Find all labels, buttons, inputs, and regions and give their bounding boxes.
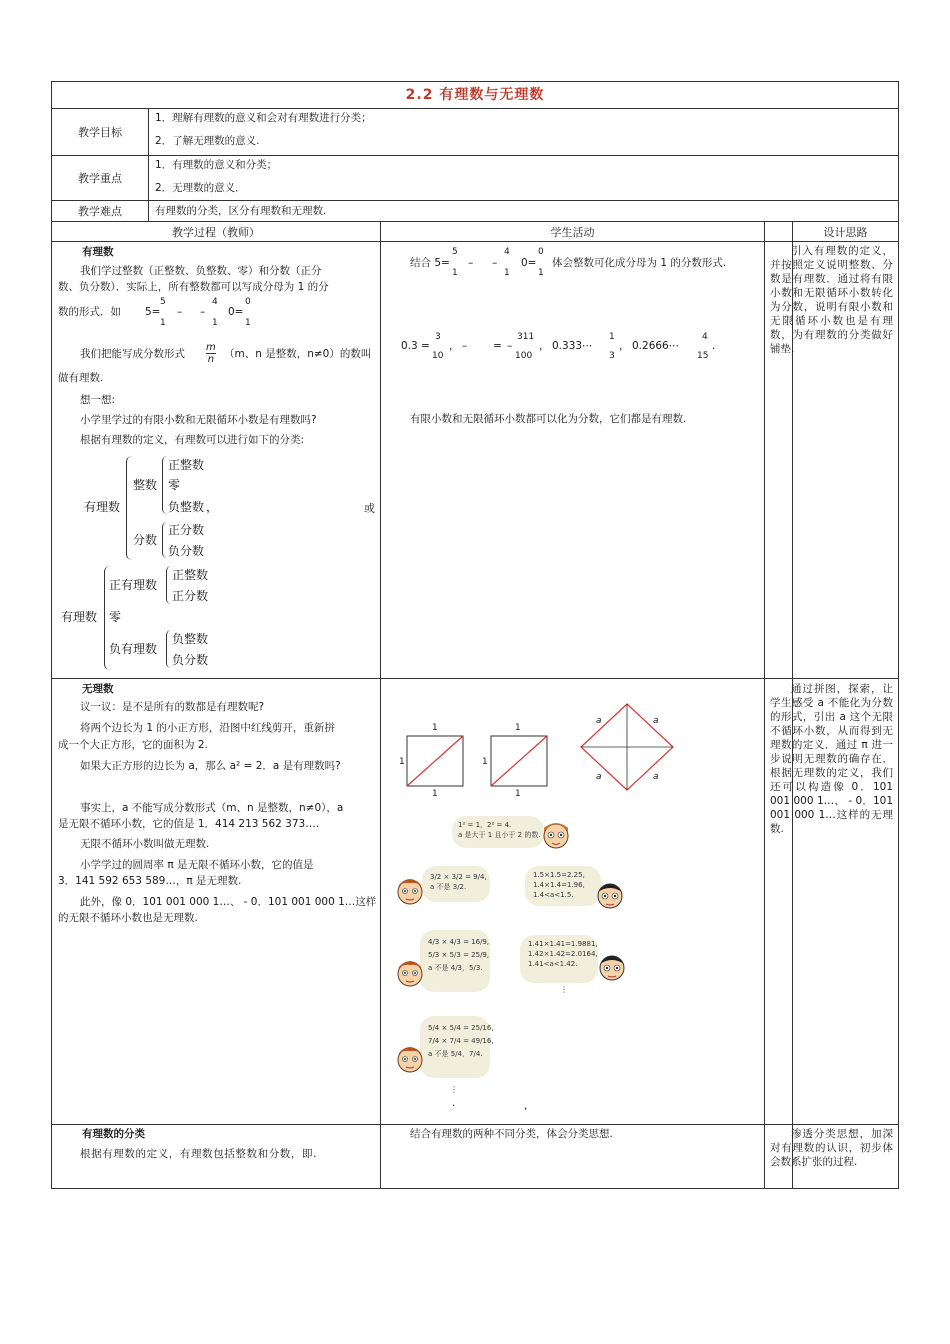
student-frac: 1 [504,268,510,278]
ellipsis: ⋮ [450,1085,458,1094]
objectives-label: 教学目标 [78,126,122,139]
brace [162,456,167,514]
page-title: 2.2 有理数与无理数 [405,87,545,103]
side-label: 1 [515,789,521,799]
dec-item: – [462,340,468,352]
ellipsis: ⋮ [560,985,568,994]
dec-item: 100 [515,351,533,361]
student-frac: 1 [452,268,458,278]
dec-item: 311 [517,332,535,342]
dec-item: 15 [697,351,709,361]
tree1-root: 有理数 [84,500,121,514]
tree1-zero: 零 [168,478,181,492]
brace [162,522,167,558]
bubble-line: 5/3 × 5/3 = 25/9, [428,951,490,959]
tree2-root: 有理数 [61,610,98,624]
question-1: 小学里学过的有限小数和无限循环小数是有理数吗? [80,414,317,426]
section2-p3: 如果大正方形的边长为 a，那么 a² = 2．a 是有理数吗? [80,760,341,772]
side-label: 1 [432,789,438,799]
bubble-estimate-3 [525,866,601,906]
tree2-zero: 零 [109,610,122,624]
student-1b: 体会整数可化成分母为 1 的分数形式. [552,257,727,269]
example-0-num: 0 [245,297,251,307]
question-2: 根据有理数的定义，有理数可以进行如下的分类: [80,434,305,446]
cut-line-1 [407,736,463,786]
section2-p6a: 小学学过的圆周率 π 是无限不循环小数，它的值是 [80,859,314,871]
bubble-line: 4/3 × 4/3 = 16/9, [428,938,490,946]
key-point-item: 2．无理数的意义． [155,182,246,194]
bubble-line: a 不是 4/3，5/3. [428,964,483,972]
section2-heading: 无理数 [82,683,114,695]
bubble-line: 7/4 × 7/4 = 49/16, [428,1037,494,1045]
side-label: 1 [432,723,438,733]
cut-line-2 [491,736,547,786]
key-points-label: 教学重点 [78,172,122,185]
dec-item: 4 [702,332,708,342]
section1-heading: 有理数 [82,246,114,258]
example-0-eq: 0= [228,306,244,318]
tree1-fraction: 分数 [133,533,158,547]
student-frac: – [492,257,498,269]
student-frac: 4 [504,247,510,257]
difficulty-text: 有理数的分类，区分有理数和无理数. [155,205,327,217]
section1-p2a: 我们把能写成分数形式 [80,348,185,360]
key-point-item: 1．有理数的意义和分类； [155,159,278,171]
section1-p1b: 数、负分数）．实际上，所有整数都可以写成分母为 1 的分 [58,281,329,293]
tree2-pos-rational: 正有理数 [109,578,158,592]
header-teacher: 教学过程（教师） [172,226,260,239]
section3-heading: 有理数的分类 [82,1128,145,1140]
section2-p5: 无限不循环小数叫做无理数. [80,838,210,850]
dec-item: 0.333⋯ [552,340,593,352]
bubble-line: 1.4×1.4=1.96, [533,881,585,889]
tree2-neg-int: 负整数 [172,632,209,646]
cartoon-girl-2 [594,878,626,914]
side-label: 1 [482,757,488,767]
tree2-pos-int: 正整数 [172,568,209,582]
example-5-num: 5 [160,297,166,307]
section2-p1: 议一议：是不是所有的数都是有理数呢? [80,701,265,713]
example-dash: – [200,306,206,318]
section2-p7b: 的无限不循环小数也是无理数. [58,912,198,924]
student-frac: 1 [538,268,544,278]
tree1-comma: ， [206,500,219,514]
fraction-m-n [206,342,216,365]
section2-p4a: 事实上，a 不能写成分数形式（m、n 是整数，n≠0），a [80,802,344,814]
student-frac: 0 [538,247,544,257]
side-label-a: a [596,716,602,726]
dec-item: 0.3 = [401,340,430,352]
dec-item: ， [539,340,550,352]
design-note-2: 通过拼图，探索，让学生感受 a 不能化为分数的形式，引出 a 这个无限不循环小数，从而得到无理数的定义．通过 π 进一步说明无理数的确存在．根据无理数的定义，我们还可以构造像 0．101 001 000 1…、 - 0．101 001 000 1…这样的无理数. [770,683,893,835]
tree1-or: 或 [364,502,375,515]
bubble-line: 1.41×1.41=1.9881, [528,940,598,948]
bubble-line: 1.41<a<1.42. [528,960,578,968]
section3-student: 结合有理数的两种不同分类，体会分类思想. [410,1128,613,1140]
side-label: 1 [399,757,405,767]
student-3: 有限小数和无限循环小数都可以化为分数，它们都是有理数. [410,413,687,425]
section2-p2b: 成一个大正方形，它的面积为 2. [58,739,208,751]
side-label: 1 [515,723,521,733]
tree1-pos-frac: 正分数 [168,523,205,537]
frac-den: n [207,354,215,365]
example-4-num: 4 [212,297,218,307]
bubble-estimate-2 [422,866,490,902]
brace [126,456,132,560]
cartoon-girl-1 [540,818,572,854]
dec-item: 1 [609,332,615,342]
dec-item: 3 [435,332,441,342]
dec-item: ， [449,340,460,352]
fig-mark: · [452,1100,456,1112]
bubble-estimate-6 [420,1016,494,1078]
bubble-estimate-4 [420,930,490,992]
design-note-1: 引入有理数的定义，并按照定义说明整数、分数是有理数．通过将有限小数和无限循环小数转化为分数，说明有限小数和无限循环小数也是有理数，为有理数的分类做好铺垫. [770,245,893,355]
header-student: 学生活动 [550,226,595,239]
bubble-line: 1.5×1.5=2.25, [533,871,585,879]
section3-p1: 根据有理数的定义，有理数包括整数和分数，即. [80,1148,318,1160]
bubble-line: 3/2 × 3/2 = 9/4, [430,873,487,881]
example-dash: – [177,306,183,318]
tree2-neg-rational: 负有理数 [109,642,158,656]
side-label-a: a [596,772,602,782]
header-design: 设计思路 [823,226,868,239]
dec-item: 3 [609,351,615,361]
objective-item: 1．理解有理数的意义和会对有理数进行分类； [155,112,372,124]
section2-p2a: 将两个边长为 1 的小正方形，沿图中红线剪开，重新拼 [80,722,335,734]
tree1-integer: 整数 [133,478,158,492]
fig-mark: , [524,1100,528,1112]
side-label-a: a [653,772,659,782]
brace [166,566,171,604]
dec-item: 10 [432,351,444,361]
cartoon-boy-1 [394,874,426,910]
tree1-pos-int: 正整数 [168,458,205,472]
tree2-neg-frac: 负分数 [172,653,209,667]
dec-item: ， [619,340,630,352]
student-frac: – [468,257,474,269]
difficulty-label: 教学难点 [78,205,122,218]
bubble-line: a 不是 5/4，7/4. [428,1050,483,1058]
section2-p4b: 是无限不循环小数，它的值是 1．414 213 562 373…. [58,818,320,830]
bubble-line: a 是大于 1 且小于 2 的数. [458,831,541,839]
tree1-neg-int: 负整数 [168,500,205,514]
example-5-eq: 5= [145,306,161,318]
student-frac: 5 [452,247,458,257]
think-label: 想一想: [80,394,116,406]
bubble-line: 5/4 × 5/4 = 25/16, [428,1024,494,1032]
objective-item: 2．了解无理数的意义. [155,135,260,147]
cartoon-girl-3 [596,950,628,986]
bubble-estimate-5 [520,935,598,983]
tree1-neg-frac: 负分数 [168,544,205,558]
design-note-3: 渗透分类思想，加深对有理数的认识，初步体会数系扩张的过程. [770,1128,893,1168]
section1-p1a: 我们学过整数（正整数、负整数、零）和分数（正分 [80,265,322,277]
section2-p7a: 此外，像 0．101 001 000 1…、 - 0．101 001 000 1…这样 [80,896,377,908]
student-1a: 结合 5= [410,257,450,269]
bubble-line: 1² = 1，2² = 4. [458,821,512,829]
dec-item: – [507,340,513,352]
dec-item: = [493,340,502,352]
cartoon-boy-2 [394,956,426,992]
bubble-line: a 不是 3/2. [430,883,467,891]
section1-p2c: 做有理数. [58,372,104,384]
example-4-den: 1 [212,318,218,328]
example-5-den: 1 [160,318,166,328]
brace [166,630,171,668]
section1-p1c: 数的形式．如 [58,306,121,318]
bubble-estimate-1 [452,816,544,848]
frac-num: m [206,342,216,353]
example-0-den: 1 [245,318,251,328]
section1-p2b: （m、n 是整数，n≠0）的数叫 [224,348,372,360]
section2-p6b: 3．141 592 653 589…，π 是无理数. [58,875,242,887]
dec-item: . [712,340,716,352]
square-cutting-diagram [395,700,695,800]
side-label-a: a [653,716,659,726]
cartoon-boy-3 [394,1042,426,1078]
dec-item: 0.2666⋯ [632,340,680,352]
bubble-line: 1.4<a<1.5. [533,891,574,899]
student-frac: 0= [521,257,537,269]
bubble-line: 1.42×1.42=2.0164, [528,950,598,958]
tree2-pos-frac: 正分数 [172,589,209,603]
